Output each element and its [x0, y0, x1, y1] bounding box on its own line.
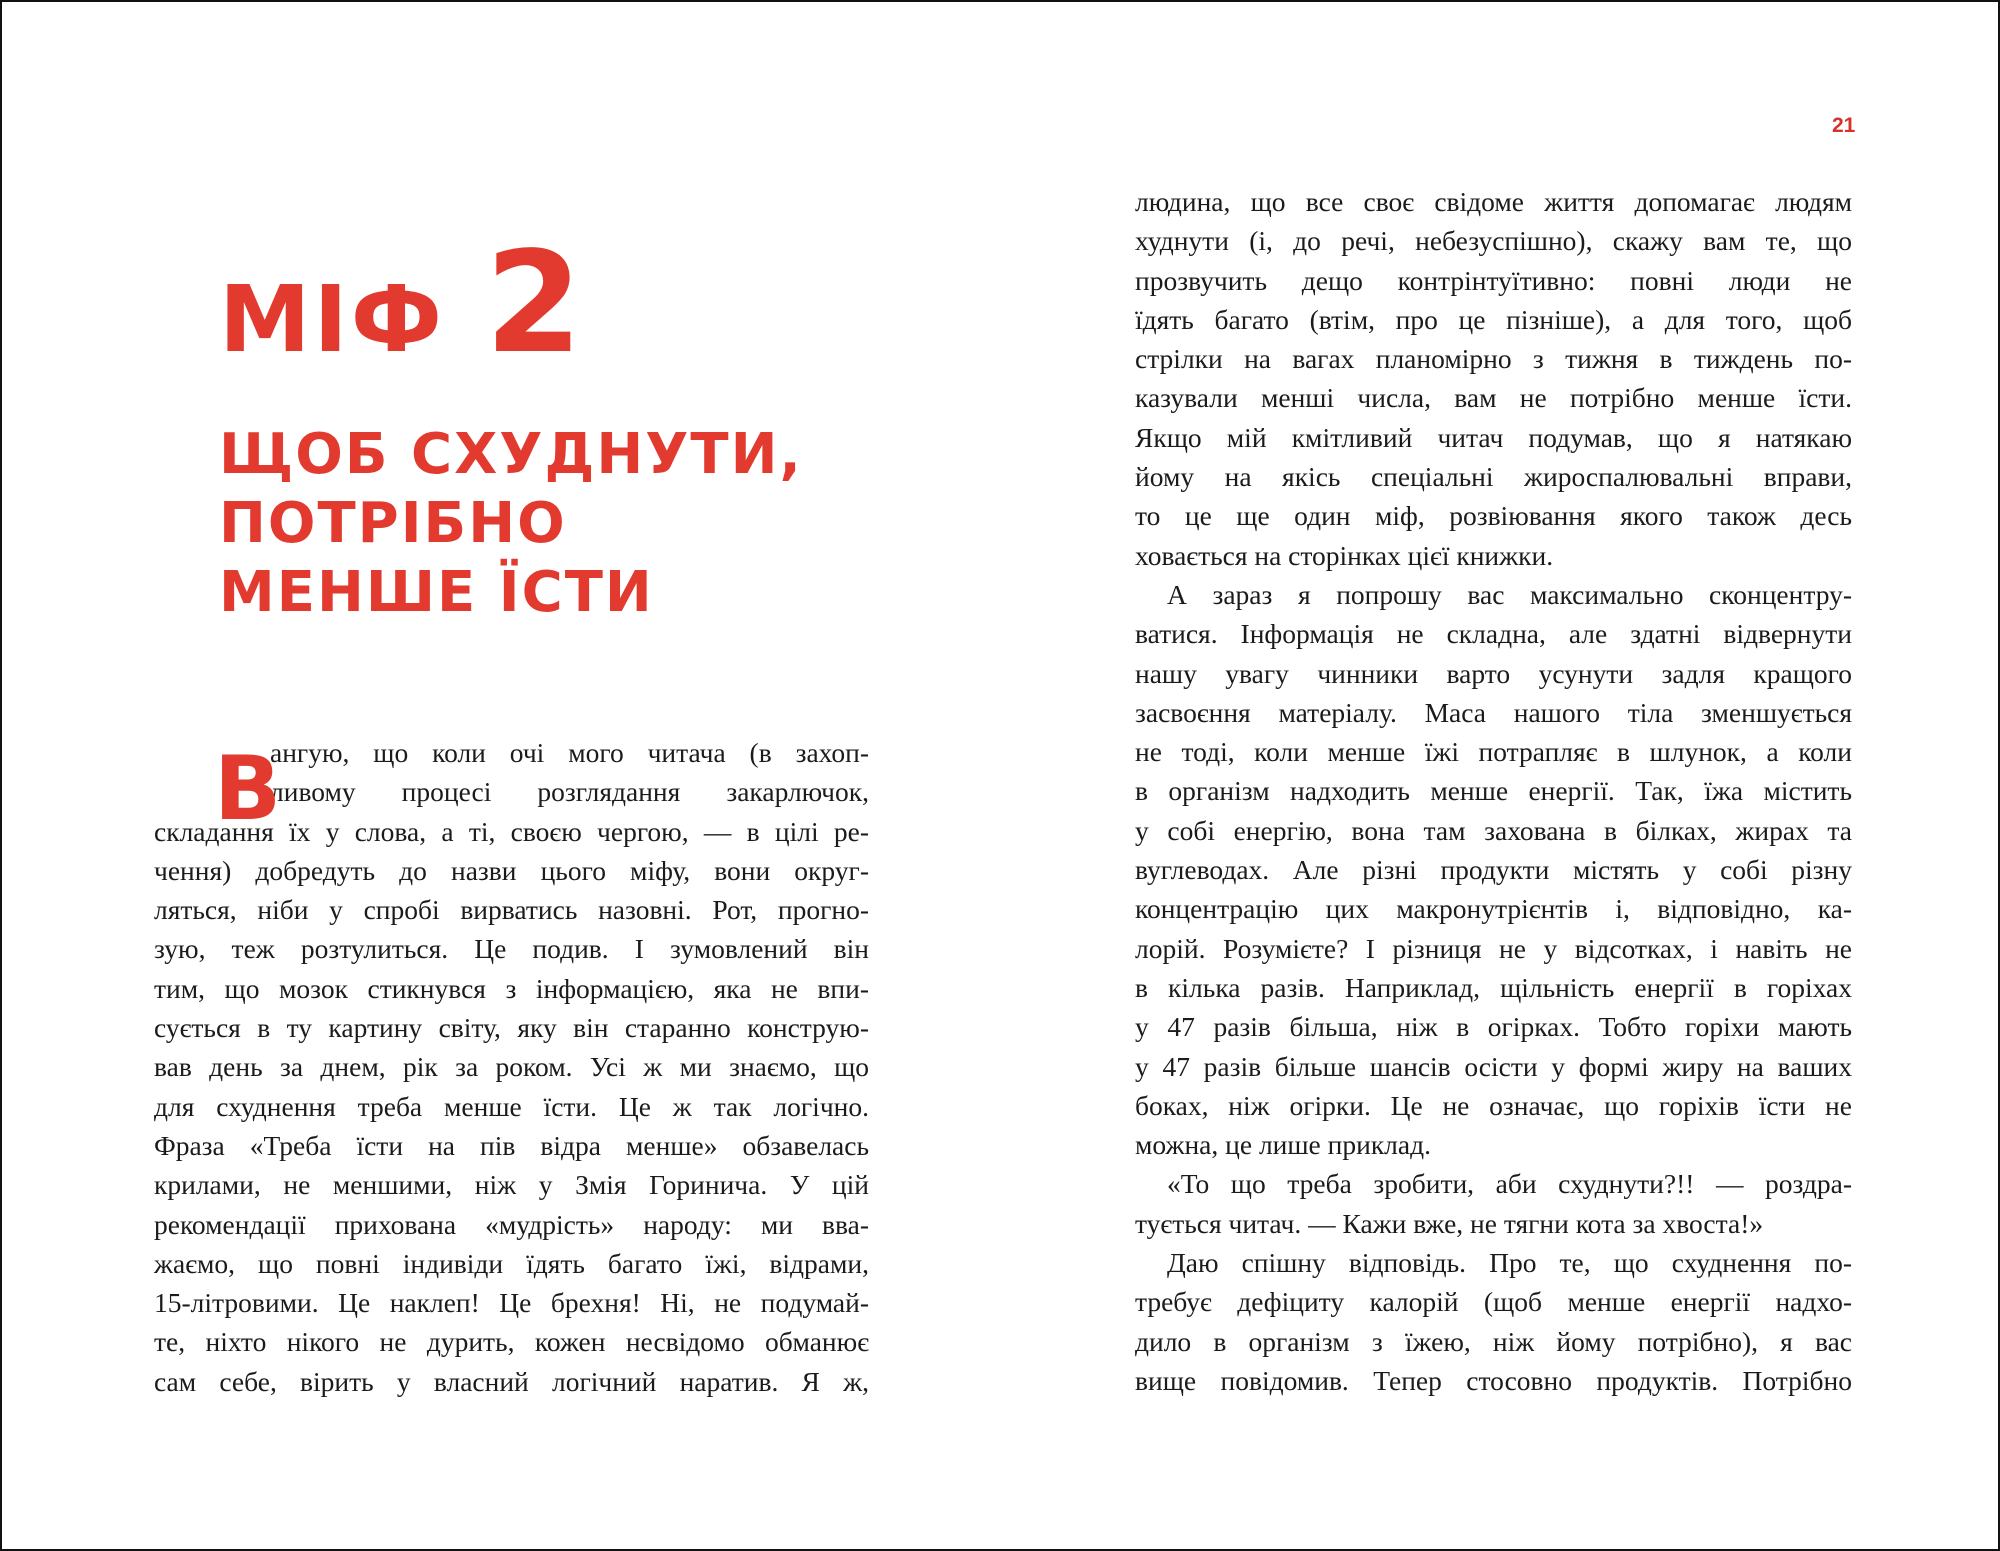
text-line: тується читач. — Кажи вже, не тягни кота за хвоста!» [1135, 1207, 1764, 1239]
text-line: то це ще один міф, розвіювання якого також десь [1135, 500, 1852, 532]
text-line: засвоєння матеріалу. Маса нашого тіла зменшується [1135, 696, 1852, 728]
text-line: вуглеводах. Але різні продукти містять у собі різну [1135, 854, 1852, 886]
text-line: ховається на сторінках цієї книжки. [1135, 539, 1554, 571]
text-line: стрілки на вагах планомірно з тижня в тиждень по- [1135, 343, 1852, 375]
text-line: «То що треба зробити, аби схуднути?!! — роздра- [1167, 1168, 1852, 1200]
text-line: рекомендації прихована «мудрість» народу: ми вва- [154, 1208, 869, 1240]
text-line: тим, що мозок стикнувся з інформацією, яка не впи- [154, 972, 869, 1004]
text-line: людина, що все своє свідоме життя допомагає людям [1135, 186, 1852, 217]
text-line: вав день за днем, рік за роком. Усі ж ми знаємо, що [154, 1051, 869, 1083]
drop-cap: В [214, 737, 282, 840]
text-line: в організм надходить менше енергії. Так, їжа містить [1135, 775, 1852, 807]
myth-title-line: ПОТРІБНО [219, 491, 567, 556]
text-line: 15-літровими. Це наклеп! Це брехня! Ні, не подумай- [154, 1287, 869, 1319]
text-line: сам себе, вірить у власний логічний наратив. Я ж, [154, 1365, 869, 1397]
text-line: лорій. Розумієте? І різниця не у відсотках, і навіть не [1135, 932, 1852, 964]
text-line: у 47 разів більша, ніж в огірках. Тобто горіхи мають [1135, 1011, 1852, 1043]
text-line: не тоді, коли менше їжі потрапляє в шлунок, а коли [1135, 736, 1852, 768]
myth-title-line: ЩОБ СХУДНУТИ, [219, 422, 803, 487]
text-line: крилами, не меншими, ніж у Змія Горинича. У цій [154, 1169, 869, 1201]
text-line: Даю спішну відповідь. Про те, що схуднення по- [1167, 1247, 1852, 1279]
text-line: боках, ніж огірки. Це не означає, що горіхів їсти не [1135, 1089, 1852, 1121]
text-line: казували менші числа, вам не потрібно менше їсти. [1135, 382, 1852, 414]
text-line: зую, теж розтулиться. Це подив. І зумовлений він [154, 933, 869, 965]
text-line: ангую, що коли очі мого читача (в захоп- [270, 737, 869, 768]
text-line: ливому процесі розглядання закарлючок, [270, 776, 869, 808]
text-line: концентрацію цих макронутрієнтів і, відповідно, ка- [1135, 893, 1852, 925]
myth-title [219, 420, 803, 627]
page-number: 21 [1832, 114, 1856, 137]
text-line: в кілька разів. Наприклад, щільність енергії в горіхах [1135, 971, 1852, 1003]
text-line: нашу увагу чинники варто усунути задля кращого [1135, 657, 1852, 689]
text-line: дило в організм з їжею, ніж йому потрібно), я вас [1135, 1325, 1852, 1357]
myth-heading [219, 222, 582, 385]
text-line: чення) добредуть до назви цього міфу, вони округ- [154, 854, 869, 886]
myth-number: 2 [485, 222, 583, 385]
text-line: худнути (і, до речі, небезуспішно), скажу вам те, що [1135, 225, 1852, 257]
text-line: вище повідомив. Тепер стосовно продуктів. Потрібно [1135, 1364, 1852, 1396]
myth-word: МІФ [219, 266, 446, 373]
text-line: А зараз я попрошу вас максимально сконцентру- [1167, 578, 1852, 610]
text-line: сується в ту картину світу, яку він старанно конструю- [154, 1012, 869, 1044]
text-line: йому на якісь спеціальні жироспалювальні вправи, [1135, 461, 1852, 493]
text-line: ляться, ніби у спробі вирватись назовні. Рот, прогно- [154, 894, 869, 926]
text-line: їдять багато (втім, про це пізніше), а для того, щоб [1135, 303, 1852, 335]
text-line: для схуднення треба менше їсти. Це ж так логічно. [154, 1090, 869, 1122]
text-line: Якщо мій кмітливий читач подумав, що я натякаю [1135, 421, 1852, 453]
text-line: Фраза «Треба їсти на пів відра менше» обзавелась [154, 1129, 869, 1161]
text-line: ватися. Інформація не складна, але здатні відвернути [1135, 618, 1852, 650]
text-line: у собі енергію, вона там захована в білках, жирах та [1135, 814, 1852, 846]
text-line: складання їх у слова, а ті, своєю чергою, — в цілі ре- [154, 815, 869, 847]
right-column-text [1135, 182, 1852, 1400]
left-column-text [154, 733, 869, 1401]
text-line: у 47 разів більше шансів осісти у формі жиру на ваших [1135, 1050, 1852, 1082]
text-line: требує дефіциту калорій (щоб менше енергії надхо- [1135, 1286, 1852, 1318]
text-line: те, ніхто нікого не дурить, кожен несвідомо обманює [154, 1326, 869, 1358]
text-line: можна, це лише приклад. [1135, 1129, 1431, 1161]
text-line: прозвучить дещо контрінтуїтивно: повні люди не [1135, 264, 1852, 296]
text-line: жаємо, що повні індивіди їдять багато їжі, відрами, [154, 1247, 869, 1279]
myth-title-line: МЕНШЕ ЇСТИ [219, 560, 654, 625]
